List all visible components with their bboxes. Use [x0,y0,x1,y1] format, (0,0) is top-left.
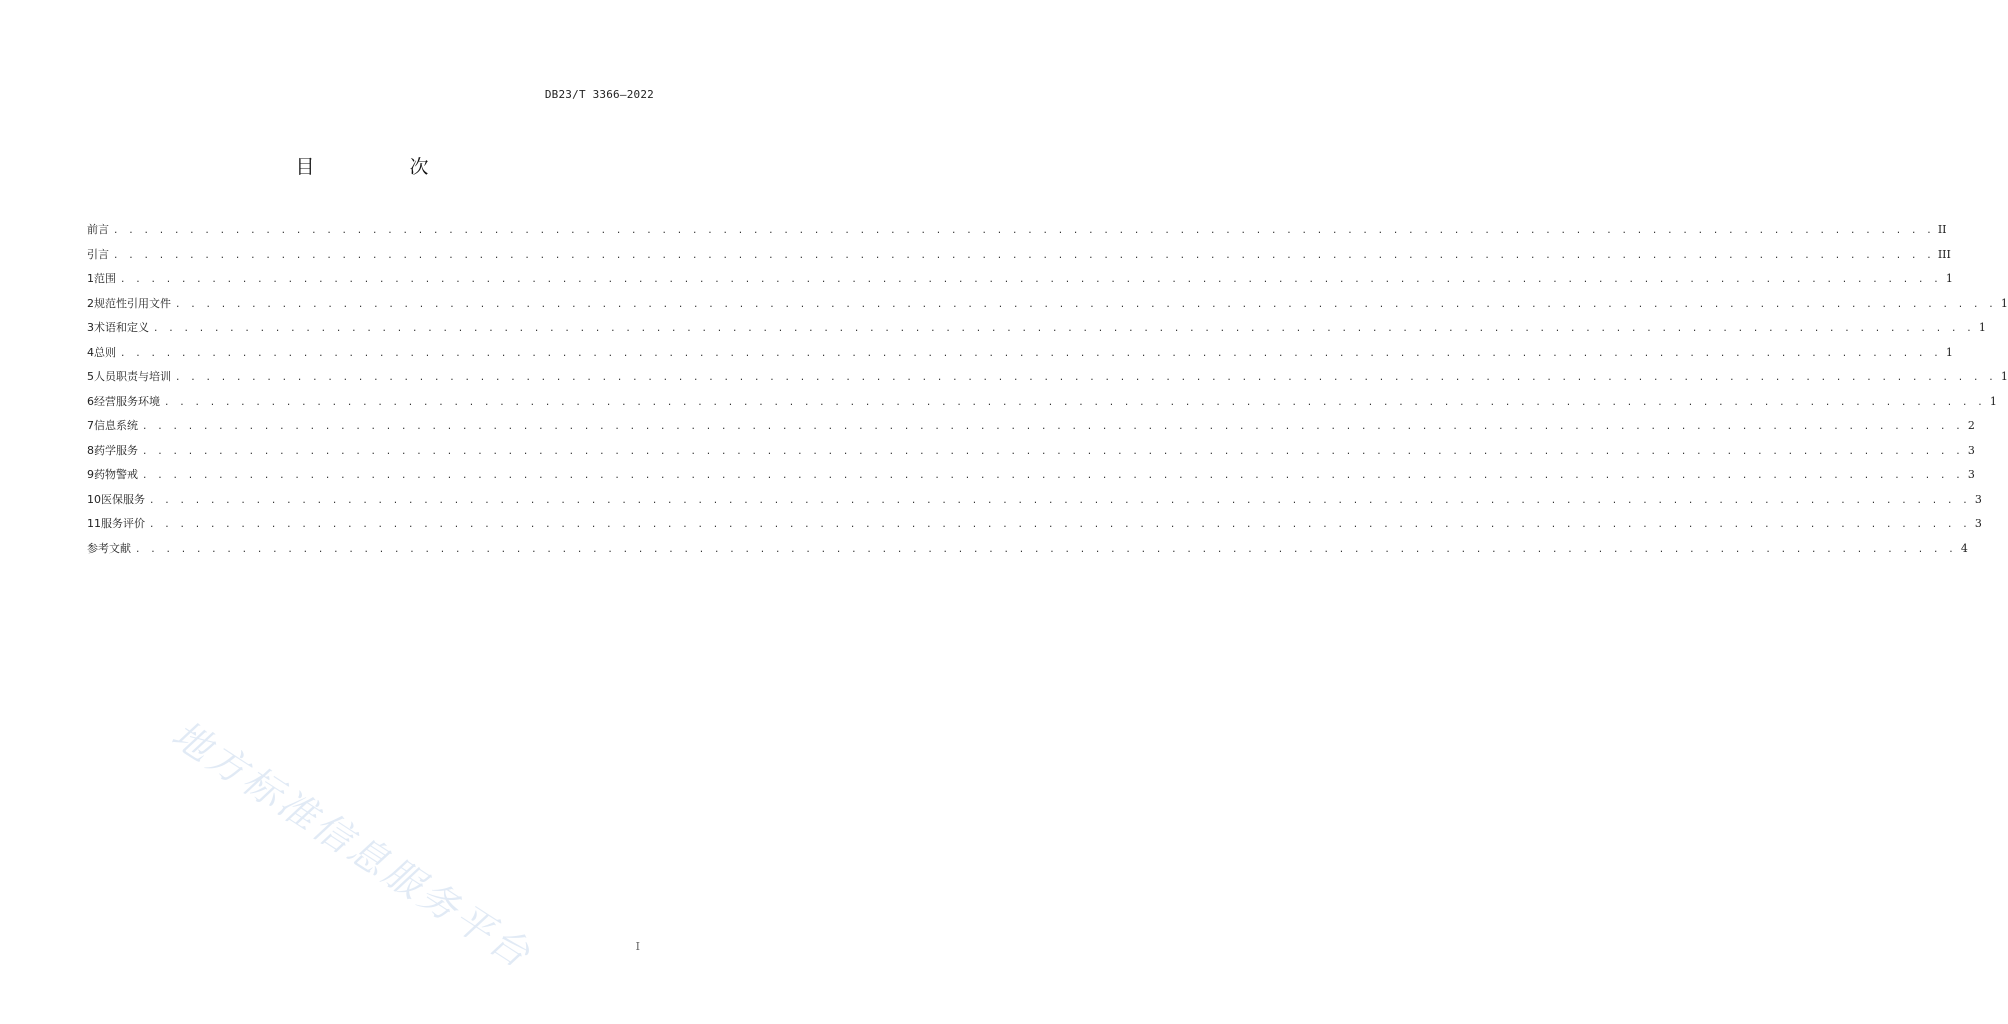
toc-entry[interactable] [87,292,2008,317]
toc-leader-dots: . . . . . . . . . . . . . . . . . . . . . . . . . . . . . . . . . . . . . . . . . . . . . . . . . . . . . . . . . . . . . . . . . . . . . . . . . . . . . . . . . . . . . . . . . . . . . . . . . . . . . . . . . . . . . . . . . . . . . . . . [153,324,1974,334]
toc-entry-page: 3 [1974,492,1982,506]
toc-entry[interactable] [87,439,1975,464]
toc-entry-number: 8 [87,443,94,457]
toc-entry[interactable] [87,463,1975,488]
toc-entry-label: 人员职责与培训 [94,370,171,383]
toc-entry-page: II [1937,223,1947,236]
toc-leader-dots: . . . . . . . . . . . . . . . . . . . . . . . . . . . . . . . . . . . . . . . . . . . . . . . . . . . . . . . . . . . . . . . . . . . . . . . . . . . . . . . . . . . . . . . . . . . . . . . . . . . . . . . . . . . . . . . . . . . . . . . . [120,275,1941,285]
toc-entry-page: 1 [1945,345,1953,359]
toc-entry-label: 药学服务 [94,443,138,457]
toc-leader-dots: . . . . . . . . . . . . . . . . . . . . . . . . . . . . . . . . . . . . . . . . . . . . . . . . . . . . . . . . . . . . . . . . . . . . . . . . . . . . . . . . . . . . . . . . . . . . . . . . . . . . . . . . . . . . . . . . . . . . . . . . [164,397,1985,408]
toc-entry[interactable] [87,390,1997,415]
toc-entry-number: 7 [87,419,94,432]
toc-entry[interactable] [87,218,1947,243]
toc-entry-label: 引言 [87,247,109,261]
toc-entry-label: 总则 [94,345,116,359]
toc-entry-page: 2 [1967,419,1975,432]
toc-entry-label: 医保服务 [101,492,145,506]
toc-leader-dots: . . . . . . . . . . . . . . . . . . . . . . . . . . . . . . . . . . . . . . . . . . . . . . . . . . . . . . . . . . . . . . . . . . . . . . . . . . . . . . . . . . . . . . . . . . . . . . . . . . . . . . . . . . . . . . . . . . . . . . . . [113,250,1934,261]
page-number: I [635,940,640,953]
toc-leader-dots: . . . . . . . . . . . . . . . . . . . . . . . . . . . . . . . . . . . . . . . . . . . . . . . . . . . . . . . . . . . . . . . . . . . . . . . . . . . . . . . . . . . . . . . . . . . . . . . . . . . . . . . . . . . . . . . . . . . . . . . . [175,299,1996,310]
toc-entry-number: 11 [87,517,101,530]
toc-leader-dots: . . . . . . . . . . . . . . . . . . . . . . . . . . . . . . . . . . . . . . . . . . . . . . . . . . . . . . . . . . . . . . . . . . . . . . . . . . . . . . . . . . . . . . . . . . . . . . . . . . . . . . . . . . . . . . . . . . . . . . . . [142,446,1963,457]
toc-leader-dots: . . . . . . . . . . . . . . . . . . . . . . . . . . . . . . . . . . . . . . . . . . . . . . . . . . . . . . . . . . . . . . . . . . . . . . . . . . . . . . . . . . . . . . . . . . . . . . . . . . . . . . . . . . . . . . . . . . . . . . . . [149,520,1970,530]
toc-leader-dots: . . . . . . . . . . . . . . . . . . . . . . . . . . . . . . . . . . . . . . . . . . . . . . . . . . . . . . . . . . . . . . . . . . . . . . . . . . . . . . . . . . . . . . . . . . . . . . . . . . . . . . . . . . . . . . . . . . . . . . . . [142,422,1963,432]
toc-entry[interactable] [87,267,1953,292]
toc-entry-page: 1 [1978,321,1986,334]
toc-entry-number: 6 [87,394,94,408]
toc-entry[interactable] [87,512,1982,537]
watermark: 地方标准信息服务平台 [164,711,541,978]
toc-entry[interactable] [87,316,1986,341]
toc-entry[interactable] [87,537,1968,562]
toc-entry-number: 2 [87,296,94,310]
toc-entry-page: 1 [2000,296,2008,310]
toc-entry-page: 1 [1989,394,1997,408]
toc-entry-label: 服务评价 [101,517,145,530]
toc-leader-dots: . . . . . . . . . . . . . . . . . . . . . . . . . . . . . . . . . . . . . . . . . . . . . . . . . . . . . . . . . . . . . . . . . . . . . . . . . . . . . . . . . . . . . . . . . . . . . . . . . . . . . . . . . . . . . . . . . . . . . . . . [175,373,1996,383]
toc-entry-number: 9 [87,468,94,481]
toc-leader-dots: . . . . . . . . . . . . . . . . . . . . . . . . . . . . . . . . . . . . . . . . . . . . . . . . . . . . . . . . . . . . . . . . . . . . . . . . . . . . . . . . . . . . . . . . . . . . . . . . . . . . . . . . . . . . . . . . . . . . . . . . [135,544,1956,555]
toc-entry-label: 范围 [94,272,116,285]
toc-entry-number: 10 [87,492,101,506]
toc-entry-page: 1 [2000,370,2008,383]
toc-entry[interactable] [87,243,1951,268]
toc-entry[interactable] [87,488,1982,513]
toc-entry-page: III [1937,247,1951,261]
toc-entry-page: 3 [1967,468,1975,481]
toc-leader-dots: . . . . . . . . . . . . . . . . . . . . . . . . . . . . . . . . . . . . . . . . . . . . . . . . . . . . . . . . . . . . . . . . . . . . . . . . . . . . . . . . . . . . . . . . . . . . . . . . . . . . . . . . . . . . . . . . . . . . . . . . [149,495,1970,506]
toc-entry[interactable] [87,341,1953,366]
toc-entry-label: 规范性引用文件 [94,296,171,310]
toc-entry-number: 4 [87,345,94,359]
toc-entry-number: 3 [87,321,94,334]
toc-entry-label: 药物警戒 [94,468,138,481]
toc-entry-label: 前言 [87,223,109,236]
table-of-contents [87,218,2008,561]
toc-entry-page: 4 [1960,541,1968,555]
page-title: 目 次 [295,156,467,178]
toc-entry-number: 1 [87,272,94,285]
toc-entry-label: 信息系统 [94,419,138,432]
toc-entry-label: 术语和定义 [94,321,149,334]
toc-entry-page: 3 [1967,443,1975,457]
toc-entry-label: 经营服务环境 [94,394,160,408]
toc-entry-page: 3 [1974,517,1982,530]
toc-entry[interactable] [87,365,2008,390]
document-code: DB23/T 3366—2022 [544,88,654,101]
toc-leader-dots: . . . . . . . . . . . . . . . . . . . . . . . . . . . . . . . . . . . . . . . . . . . . . . . . . . . . . . . . . . . . . . . . . . . . . . . . . . . . . . . . . . . . . . . . . . . . . . . . . . . . . . . . . . . . . . . . . . . . . . . . [142,471,1963,481]
toc-entry-label: 参考文献 [87,541,131,555]
toc-leader-dots: . . . . . . . . . . . . . . . . . . . . . . . . . . . . . . . . . . . . . . . . . . . . . . . . . . . . . . . . . . . . . . . . . . . . . . . . . . . . . . . . . . . . . . . . . . . . . . . . . . . . . . . . . . . . . . . . . . . . . . . . [113,226,1934,236]
toc-entry-number: 5 [87,370,94,383]
toc-leader-dots: . . . . . . . . . . . . . . . . . . . . . . . . . . . . . . . . . . . . . . . . . . . . . . . . . . . . . . . . . . . . . . . . . . . . . . . . . . . . . . . . . . . . . . . . . . . . . . . . . . . . . . . . . . . . . . . . . . . . . . . . [120,348,1941,359]
toc-entry-page: 1 [1945,272,1953,285]
toc-entry[interactable] [87,414,1975,439]
